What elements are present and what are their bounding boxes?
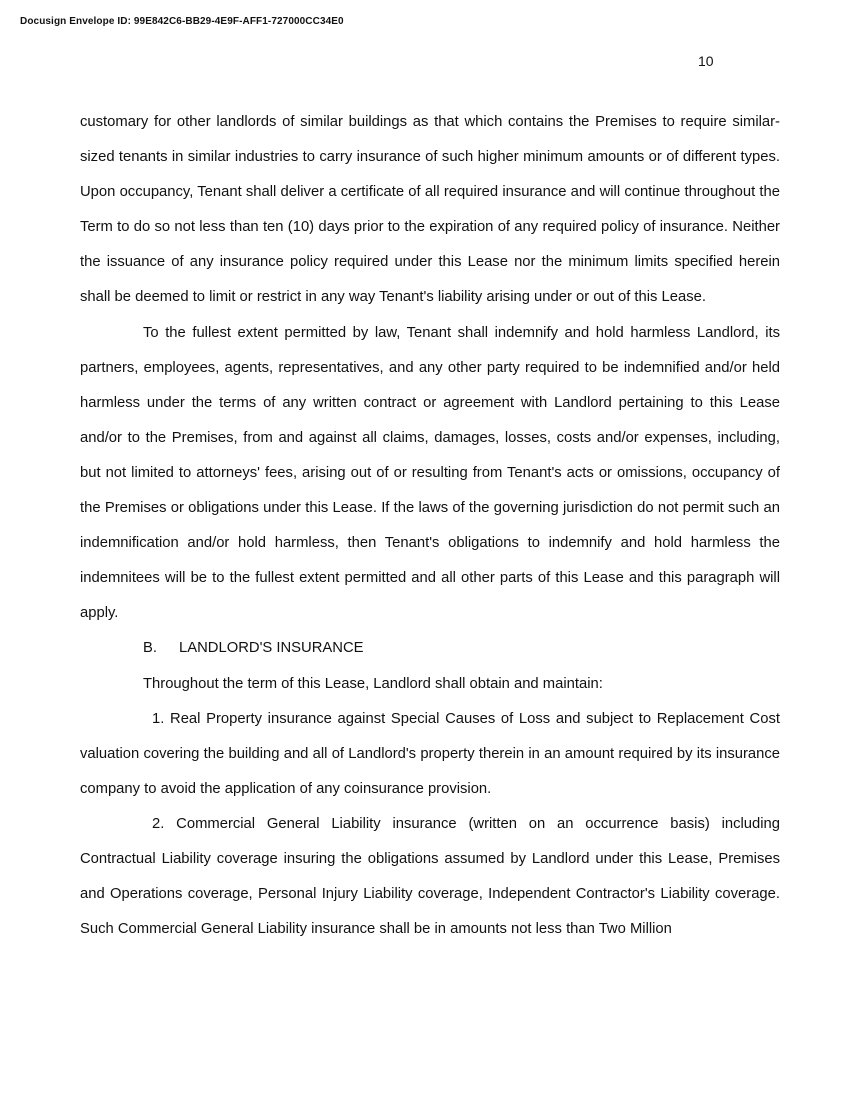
list-item-real-property-insurance: 1. Real Property insurance against Special Causes of Loss and subject to Replacement Cost valuation covering the building and all of Landlord's property therein in an amount required by its insurance company to avoid the application of any coinsurance provision. [80, 710, 780, 797]
paragraph-indemnification: To the fullest extent permitted by law, Tenant shall indemnify and hold harmless Landlord, its partners, employees, agents, representatives, and any other party required to be indemnified and/or held harmless under the terms of any written contract or agreement with Landlord pertaining to this Lease and/or to the Premises, from and against all claims, damages, losses, costs and/or expenses, including, but not limited to attorneys' fees, arising out of or resulting from Tenant's acts or omissions, occupancy of the Premises or obligations under this Lease. If the laws of the governing jurisdiction do not permit such an indemnification and/or hold harmless, then Tenant's obligations to indemnify and hold harmless the indemnitees will be to the fullest extent permitted and all other parts of this Lease and this paragraph will apply. [80, 324, 780, 622]
docusign-envelope-id: Docusign Envelope ID: 99E842C6-BB29-4E9F-AFF1-727000CC34E0 [20, 16, 344, 27]
section-intro: Throughout the term of this Lease, Landlord shall obtain and maintain: [143, 675, 603, 692]
page-number: 10 [698, 53, 714, 69]
document-body [80, 105, 780, 947]
paragraph-insurance-continuation: customary for other landlords of similar buildings as that which contains the Premises to require similar-sized tenants in similar industries to carry insurance of such higher minimum amounts or of different types. Upon occupancy, Tenant shall deliver a certificate of all required insurance and will continue throughout the Term to do so not less than ten (10) days prior to the expiration of any required policy of insurance. Neither the issuance of any insurance policy required under this Lease nor the minimum limits specified herein shall be deemed to limit or restrict in any way Tenant's liability arising under or out of this Lease. [80, 114, 780, 306]
section-heading-landlords-insurance [80, 631, 780, 666]
section-number: B. [143, 640, 157, 657]
section-title: LANDLORD'S INSURANCE [179, 640, 364, 657]
list-item-general-liability-insurance: 2. Commercial General Liability insurance (written on an occurrence basis) including Contractual Liability coverage insuring the obligations assumed by Landlord under this Lease, Premises and Operations coverage, Personal Injury Liability coverage, Independent Contractor's Liability coverage. Such Commercial General Liability insurance shall be in amounts not less than Two Million [80, 815, 780, 938]
